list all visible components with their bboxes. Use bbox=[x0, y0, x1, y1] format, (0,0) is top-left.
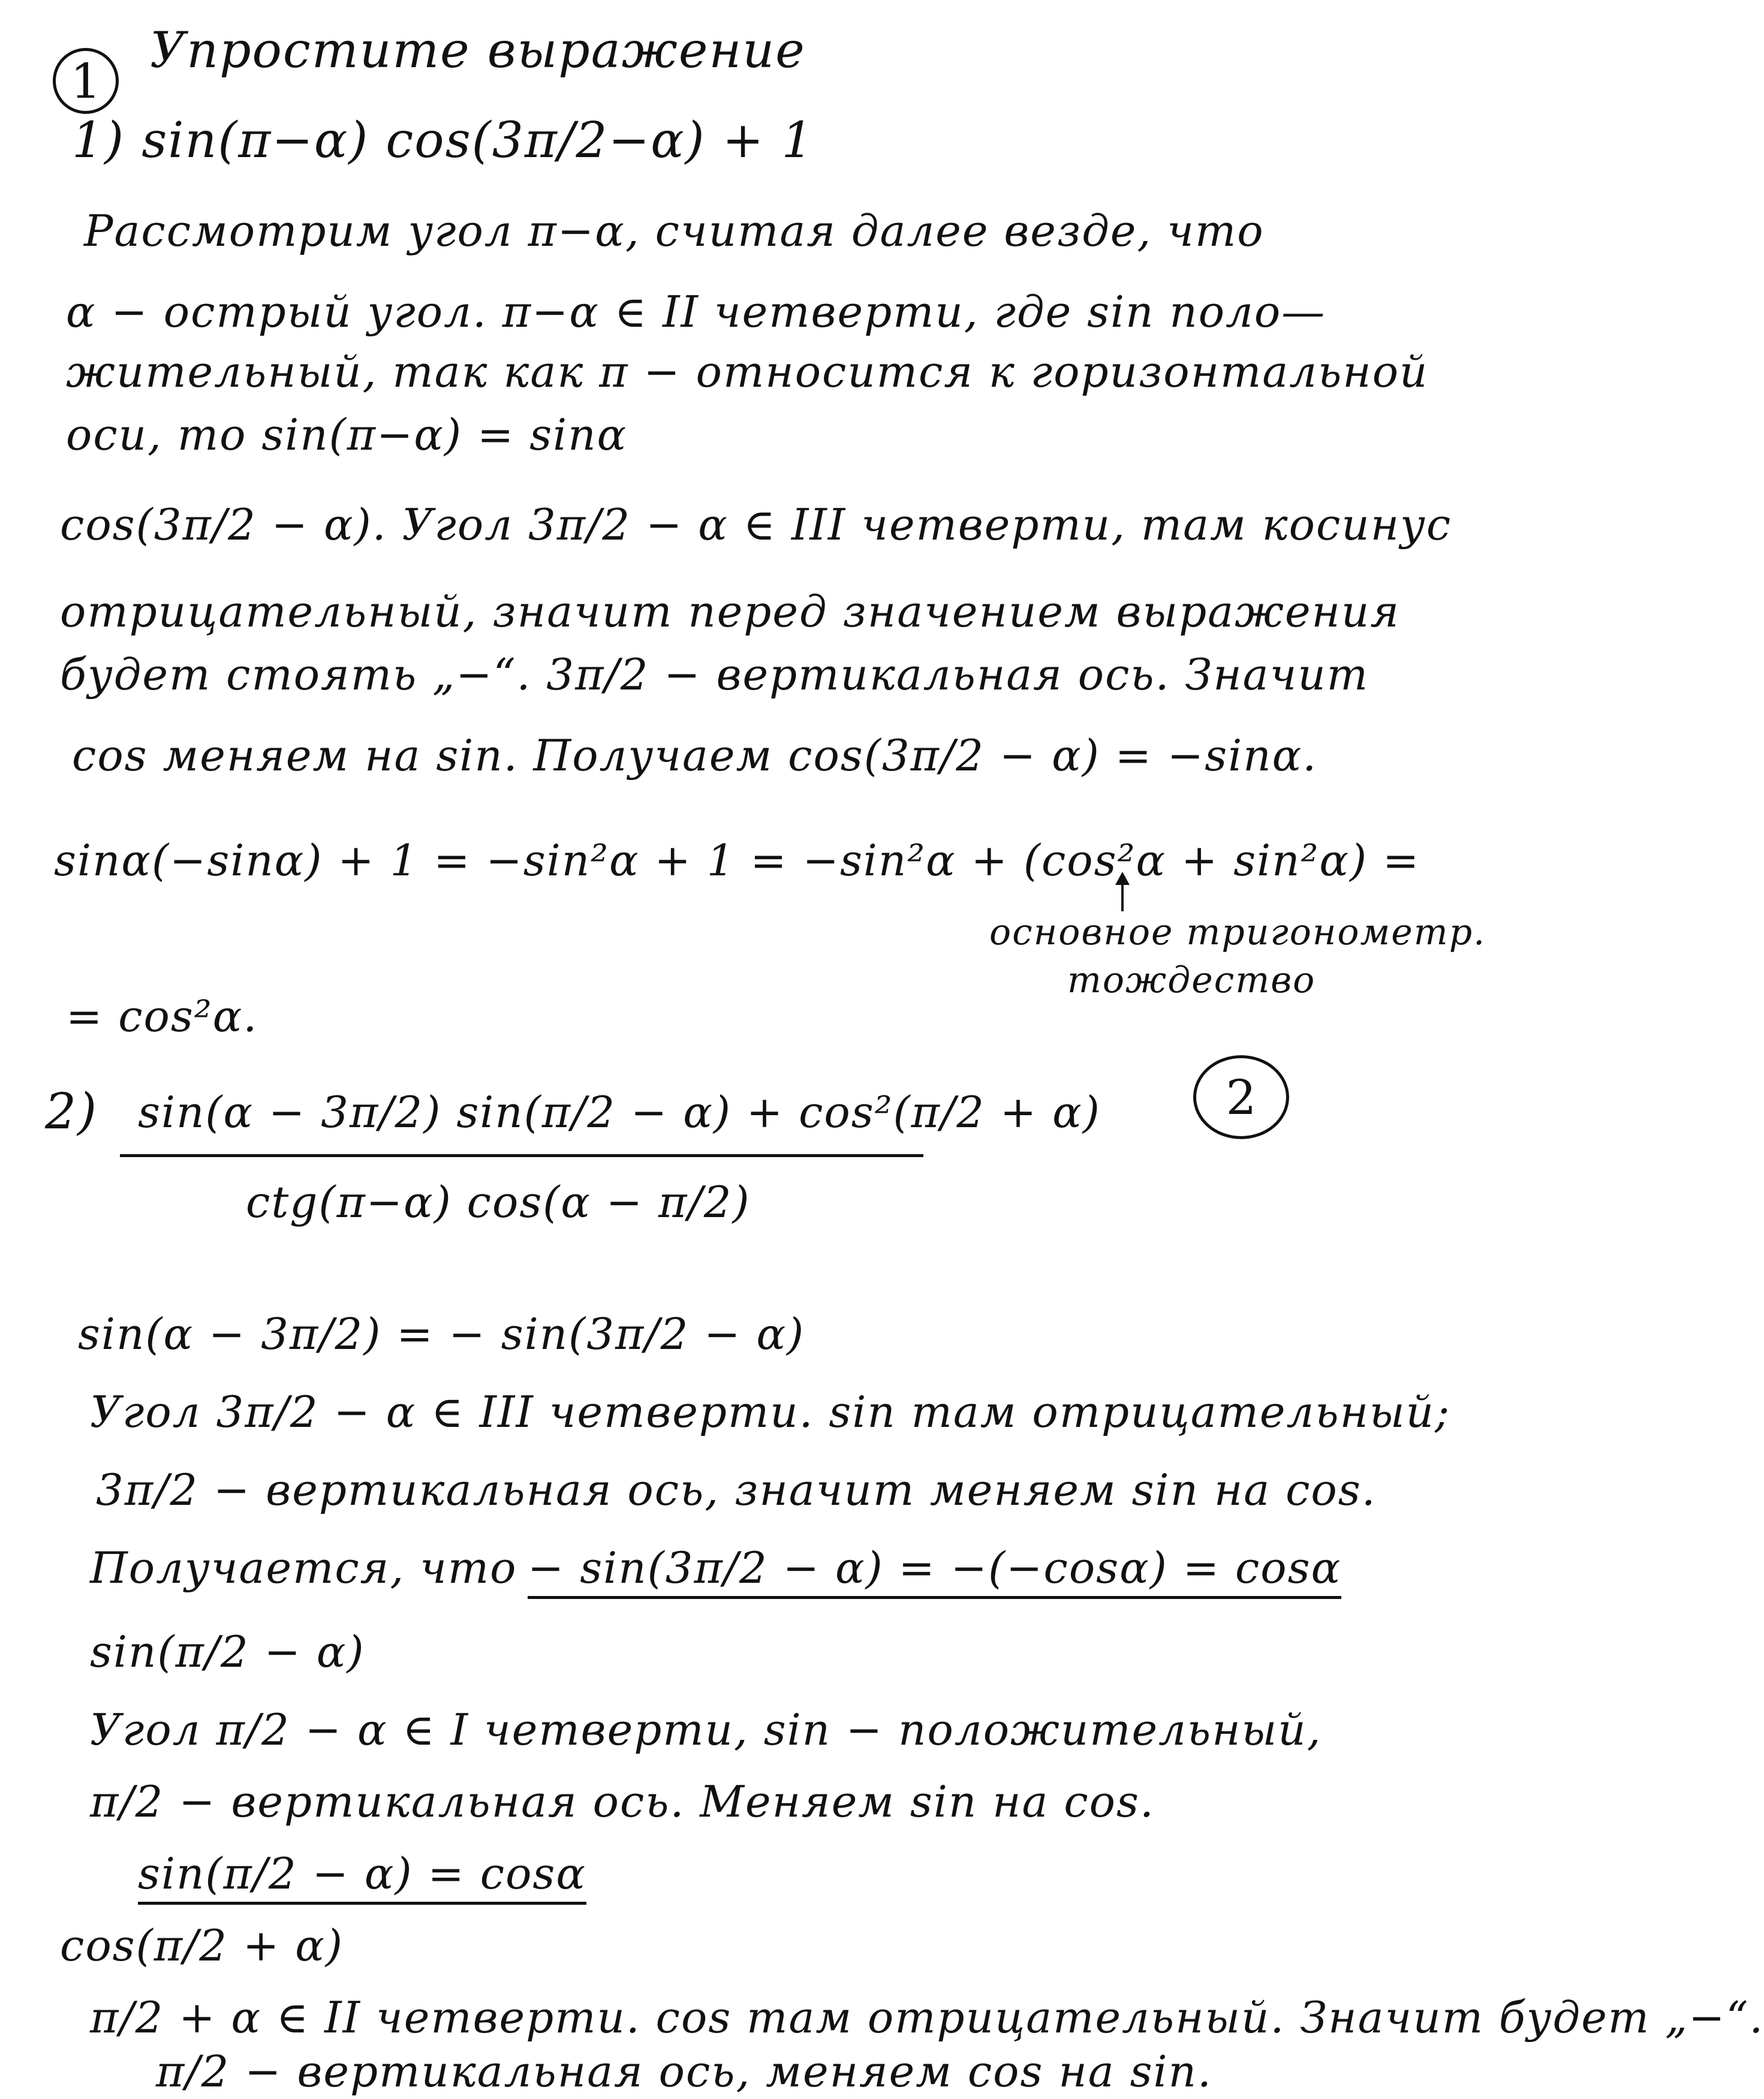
p2-line-2: Угол 3π/2 − α ∈ III четверти. sin там отрицательный; bbox=[90, 1387, 1451, 1437]
note-line-1: основное тригонометр. bbox=[989, 911, 1486, 953]
p2-line-3: 3π/2 − вертикальная ось, значит меняем sin на cos. bbox=[96, 1465, 1377, 1515]
p2-line-9: sin(π/2 − α) = cosα bbox=[138, 1847, 586, 1905]
p1-line-1: Рассмотрим угол π−α, считая далее везде, что bbox=[84, 206, 1265, 256]
p2-line-4: Получается, что bbox=[90, 1543, 517, 1593]
p1-line-4: оси, то sin(π−α) = sinα bbox=[66, 409, 628, 460]
problem2-prefix: 2) bbox=[45, 1083, 98, 1140]
p1-line-6: отрицательный, значит перед значением выражения bbox=[60, 586, 1401, 637]
p1-line-9: sinα(−sinα) + 1 = −sin²α + 1 = −sin²α + (cos²α + sin²α) = bbox=[54, 835, 1420, 886]
task-number-circle bbox=[53, 48, 119, 114]
problem2-fraction-bar bbox=[120, 1154, 923, 1157]
p2-line-10: cos(π/2 + α) bbox=[60, 1920, 344, 1971]
note-line-2: тождество bbox=[1067, 959, 1316, 1001]
p1-line-7: будет стоять „−“. 3π/2 − вертикальная ось. Значит bbox=[60, 649, 1369, 700]
problem1-statement: 1) sin(π−α) cos(3π/2−α) + 1 bbox=[72, 112, 814, 169]
problem2-denominator: ctg(π−α) cos(α − π/2) bbox=[246, 1177, 751, 1227]
p2-line-5: − sin(3π/2 − α) = −(−cosα) = cosα bbox=[528, 1541, 1341, 1599]
problem2-circle bbox=[1193, 1055, 1289, 1139]
task-number: 1 bbox=[70, 53, 101, 109]
p1-line-8: cos меняем на sin. Получаем cos(3π/2 − α) = −sinα. bbox=[72, 730, 1318, 781]
problem2-numerator: sin(α − 3π/2) sin(π/2 − α) + cos²(π/2 + α) bbox=[138, 1087, 1101, 1137]
p1-line-5: cos(3π/2 − α). Угол 3π/2 − α ∈ III четверти, там косинус bbox=[60, 499, 1452, 550]
p2-line-7: Угол π/2 − α ∈ I четверти, sin − положительный, bbox=[90, 1705, 1322, 1755]
p2-line-11: π/2 + α ∈ II четверти. cos там отрицательный. Значит будет „−“. bbox=[90, 1992, 1764, 2043]
p1-line-2: α − острый угол. π−α ∈ II четверти, где sin поло— bbox=[66, 287, 1326, 337]
p2-line-1: sin(α − 3π/2) = − sin(3π/2 − α) bbox=[78, 1309, 805, 1359]
p2-line-8: π/2 − вертикальная ось. Меняем sin на cos. bbox=[90, 1776, 1155, 1827]
problem2-circle-number: 2 bbox=[1226, 1069, 1257, 1125]
p2-line-12: π/2 − вертикальная ось, меняем cos на sin. bbox=[156, 2046, 1212, 2097]
p2-line-6: sin(π/2 − α) bbox=[90, 1627, 365, 1677]
p1-line-3: жительный, так как π − относится к горизонтальной bbox=[66, 347, 1429, 397]
page-title: Упростите выражение bbox=[150, 22, 806, 79]
p1-result: = cos²α. bbox=[66, 991, 258, 1041]
